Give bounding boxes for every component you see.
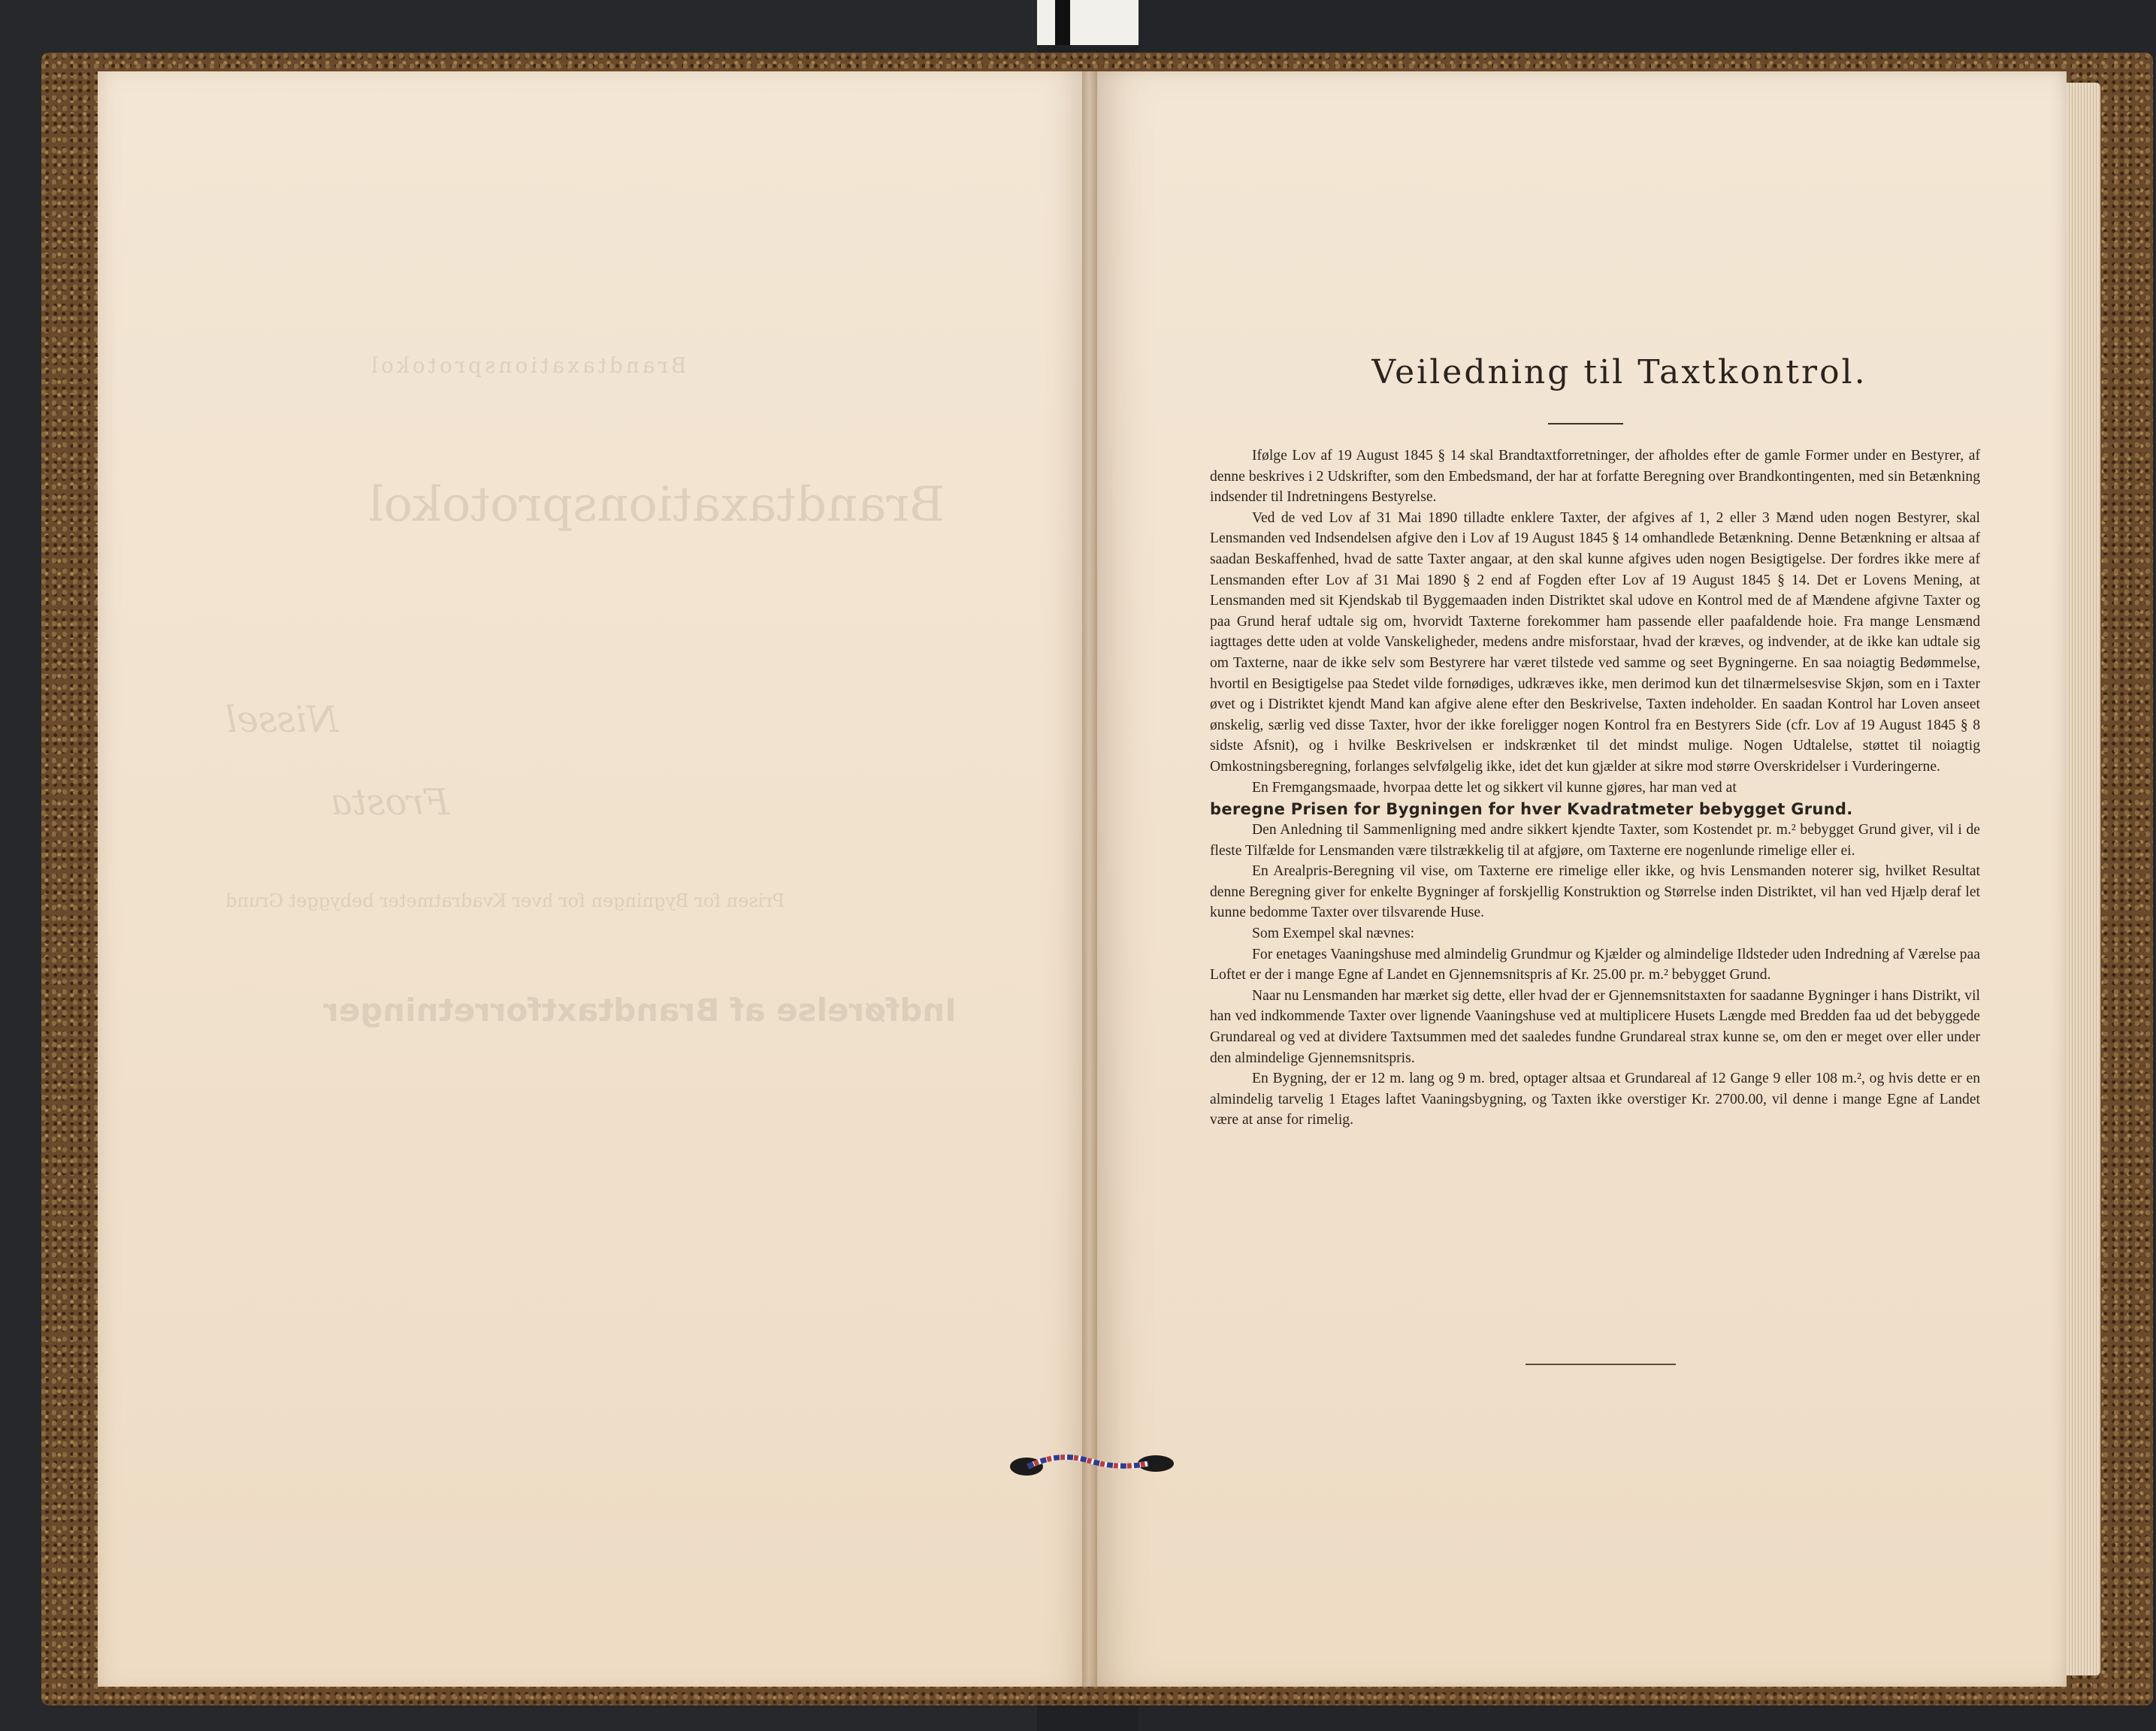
closing-divider	[1526, 1364, 1676, 1365]
show-through-text: Indførelse af Brandtaxtforretninger	[323, 992, 957, 1029]
paragraph: En Fremgangsmaade, hvorpaa dette let og sikkert vil kunne gjøres, har man ved at	[1252, 779, 1737, 796]
paragraph: En Bygning, der er 12 m. lang og 9 m. bred, optager altsaa et Grundareal af 12 Gange 9 eller 108 m.², og hvis dette er en almindelig tarvelig 1 Etages laftet Vaaningsbygning, og Taxten ikke overstiger Kr. 2700.00, vil denne i mange Egne af Landet være at anse for rimelig.	[1210, 1071, 1980, 1128]
instruction-text	[1210, 353, 1980, 1131]
paragraph: En Arealpris-Beregning vil vise, om Taxterne ere rimelige eller ikke, og hvis Lensmanden noterer sig, hvilket Resultat denne Beregning giver for enkelte Bygninger af forskjellig Konstruktion og Størrelse inden Distriktet, vil han ved Hjælp deraf let kunne bedomme Taxter over tilsvarende Huse.	[1210, 863, 1980, 921]
show-through-text: Brandtaxationsprotokol	[368, 353, 687, 378]
binding-thread	[1005, 1446, 1186, 1486]
paragraph: Ved de ved Lov af 31 Mai 1890 tilladte enklere Taxter, der afgives af 1, 2 eller 3 Mænd uden nogen Bestyrer, skal Lensmanden ved Indsendelsen afgive den i Lov af 19 August 1845 § 14 omhandlede Betænkning. Denne Betænkning er altsaa af saadan Beskaffenhed, hvad de satte Taxter angaar, at den skal kunne afgives uden nogen Besigtigelse. Der fordres ikke mere af Lensmanden efter Lov af 31 Mai 1890 § 2 end af Fogden efter Lov af 19 August 1845 § 14. Det er Lovens Mening, at Lensmanden med sit Kjendskab til Byggemaaden inden Distriktet skal udove en Kontrol med de af Mændene afgivne Taxter og paa Grund heraf udtale sig om, hvorvidt Taxterne forekommer ham passende eller paafaldende hoie. Fra mange Lensmænd iagttages dette uden at volde Vanskeligheder, medens andre misforstaar, hvad der kræves, og indvender, at de ikke kan udtale sig om Taxterne, naar de ikke selv som Bestyrere har været tilstede ved samme og seet Bygningerne. En saa noiagtig Bedømmelse, hvortil en Besigtigelse paa Stedet vilde fornødiges, udkræves ikke, men derimod kun det tilnærmelsesvise Skjøn, som en i Taxter øvet og i Distriktet kjendt Mand kan afgive alene efter den Beskrivelse, Taxten indeholder. En saadan Kontrol har Loven anseet ønskelig, særlig ved disse Taxter, hvor der ikke foreligger nogen Kontrol fra en Bestyrers Side (cfr. Lov af 19 August 1845 § 8 sidste Afsnit), og i hvilke Beskrivelsen er indskrænket til det mindst mulige. Nogen Udtalelse, støttet til noiagtig Omkostningsberegning, forlanges selvfølgelig ikke, idet det kun gjælder at sikre mod større Overskridelser i Vurderingerne.	[1210, 509, 1980, 775]
page-title: Veiledning til Taxtkontrol.	[1371, 353, 1867, 391]
title-divider	[1548, 423, 1623, 424]
left-page	[98, 71, 1090, 1687]
paragraph: Den Anledning til Sammenligning med andre sikkert kjendte Taxter, som Kostendet pr. m.² bebygget Grund giver, vil i de fleste Tilfælde for Lensmanden være tilstrækkelig til at afgjøre, om Taxterne ere nogenlunde rimelige eller ei.	[1210, 822, 1980, 859]
paragraph: For enetages Vaaningshuse med almindelig Grundmur og Kjælder og almindelige Ildsteder uden Indredning af Værelse paa Loftet er der i mange Egne af Landet en Gjennemsnitspris af Kr. 25.00 pr. m.² bebygget Grund.	[1210, 946, 1980, 983]
paragraph: Som Exempel skal nævnes:	[1252, 926, 1415, 942]
show-through-title: Brandtaxationsprotokol	[368, 477, 945, 533]
page-edges	[2067, 83, 2100, 1675]
paragraph: Ifølge Lov af 19 August 1845 § 14 skal Brandtaxtforretninger, der afholdes efter de gamle Former under en Bestyrer, af denne beskrives i 2 Udskrifter, som den Embedsmand, der har at forfatte Beregning over Brandkontingenten, med sin Betænkning indsender til Indretningens Bestyrelse.	[1210, 448, 1980, 506]
show-through-text: Nissel	[225, 699, 339, 741]
bold-emphasis-line: beregne Prisen for Bygningen for hver Kvadratmeter bebygget Grund.	[1210, 800, 1853, 819]
show-through-text: Frosta	[331, 781, 449, 823]
show-through-text: Prisen for Bygningen for hver Kvadratmeter bebygget Grund	[225, 890, 785, 911]
paragraph: Naar nu Lensmanden har mærket sig dette, eller hvad der er Gjennemsnitstaxten for saadanne Bygninger i hans Distrikt, vil han ved indkommende Taxter over lignende Vaaningshuse ved at multiplicere Husets Længde med Bredden faa ud det bebyggede Grundareal og ved at dividere Taxtsummen med det saaledes fundne Grundareal strax kunne se, om den er meget over eller under den almindelige Gjennemsnitspris.	[1210, 987, 1980, 1066]
book-gutter	[1082, 71, 1097, 1687]
scan-divider-strip	[1037, 0, 1138, 45]
